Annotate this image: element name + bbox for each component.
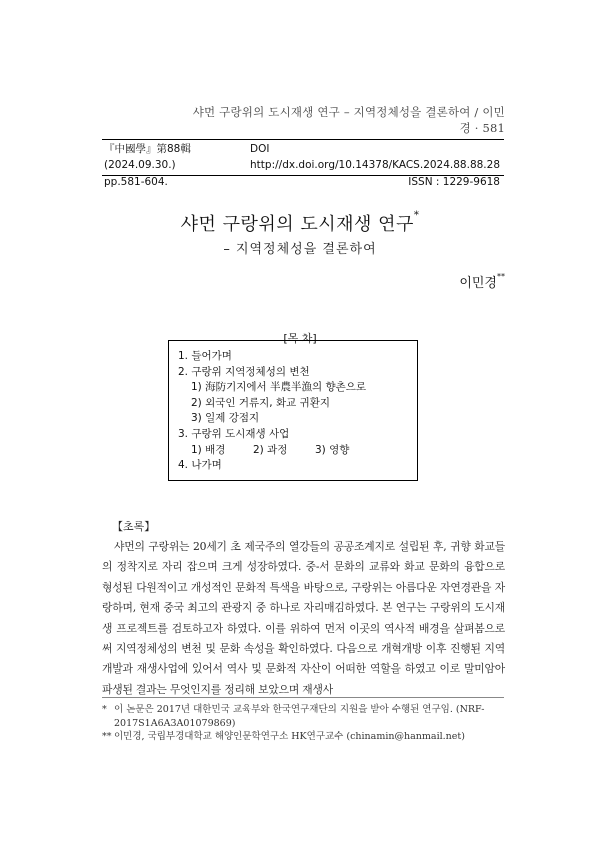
footnote-1-mark: * bbox=[102, 704, 107, 715]
abstract-label: 【초록】 bbox=[112, 520, 156, 533]
footnote-divider bbox=[102, 697, 504, 698]
page-range: pp.581-604. bbox=[104, 176, 168, 188]
toc-item-2-2: 2) 외국인 거류지, 화교 귀환지 bbox=[191, 396, 331, 409]
paper-title bbox=[0, 210, 600, 236]
title-footnote-mark: * bbox=[413, 210, 420, 221]
toc-item-3-1: 1) 배경 bbox=[191, 443, 226, 456]
running-header: 샤먼 구랑위의 도시재생 연구 – 지역정체성을 결론하여 / 이민경 · 581 bbox=[192, 105, 505, 135]
footnotes bbox=[102, 703, 506, 744]
toc-item-4: 4. 나가며 bbox=[178, 459, 222, 472]
toc-item-3-3: 3) 영향 bbox=[315, 443, 350, 456]
toc-item-2-1: 1) 海防기지에서 半農半漁의 향촌으로 bbox=[191, 381, 367, 394]
toc-item-1: 1. 들어가며 bbox=[178, 350, 232, 362]
author-name-text: 이민경 bbox=[459, 276, 497, 291]
footnote-1 bbox=[102, 703, 506, 730]
table-of-contents bbox=[168, 340, 418, 481]
journal-info bbox=[102, 139, 504, 188]
toc-item-3-subitems bbox=[169, 443, 417, 459]
footnote-2-mark: ** bbox=[102, 731, 112, 742]
author-footnote-mark: ** bbox=[497, 272, 505, 281]
toc-item-2: 2. 구랑위 지역정체성의 변천 bbox=[178, 365, 310, 378]
journal-citation: 『中國學』第88輯 (2024.09.30.) bbox=[104, 143, 191, 171]
abstract-body: 샤먼의 구랑위는 20세기 초 제국주의 열강들의 공공조계지로 설립된 후, 귀향 화교들의 정착지로 자리 잡으며 크게 성장하였다. 중-서 문화의 교류와 화교 문화의 융합으로 형성된 다원적이고 개성적인 문화적 특색을 바탕으로, 구랑위는 아름다운 자연경관을 자랑하며, 현재 중국 최고의 관광지 중 하나로 자리매김하였다. 본 연구는 구랑위의 도시재생 프로젝트를 검토하고자 하였다. 이를 위하여 먼저 이곳의 역사적 배경을 살펴봄으로써 지역정체성의 변천 및 문화 속성을 확인하였다. 다음으로 개혁개방 이후 진행된 지역 개발과 재생사업에 있어서 역사 및 문화적 자산이 어떠한 역할을 하였고 이로 말미암아 파생된 결과는 무엇인지를 정리해 보았으며 재생사 bbox=[102, 540, 505, 696]
paper-subtitle: – 지역정체성을 결론하여 bbox=[223, 242, 377, 257]
footnote-2 bbox=[102, 730, 506, 744]
footnote-2-text: 이민경, 국립부경대학교 해양인문학연구소 HK연구교수 (chinamin@hanmail.net) bbox=[114, 731, 465, 742]
toc-item-3: 3. 구랑위 도시재생 사업 bbox=[178, 427, 290, 440]
author-name bbox=[459, 272, 505, 291]
paper-title-text: 샤먼 구랑위의 도시재생 연구 bbox=[180, 214, 414, 235]
doi-link[interactable]: DOI http://dx.doi.org/10.14378/KACS.2024.88.88.28 bbox=[250, 143, 501, 171]
issn: ISSN : 1229-9618 bbox=[408, 176, 500, 188]
toc-heading: [목 차] bbox=[283, 332, 317, 345]
toc-item-3-2: 2) 과정 bbox=[253, 443, 288, 456]
toc-item-2-3: 3) 일제 강점지 bbox=[191, 412, 260, 425]
footnote-1-text: 이 논문은 2017년 대한민국 교육부와 한국연구재단의 지원을 받아 수행된 연구임. (NRF-2017S1A6A3A01079869) bbox=[114, 704, 485, 729]
